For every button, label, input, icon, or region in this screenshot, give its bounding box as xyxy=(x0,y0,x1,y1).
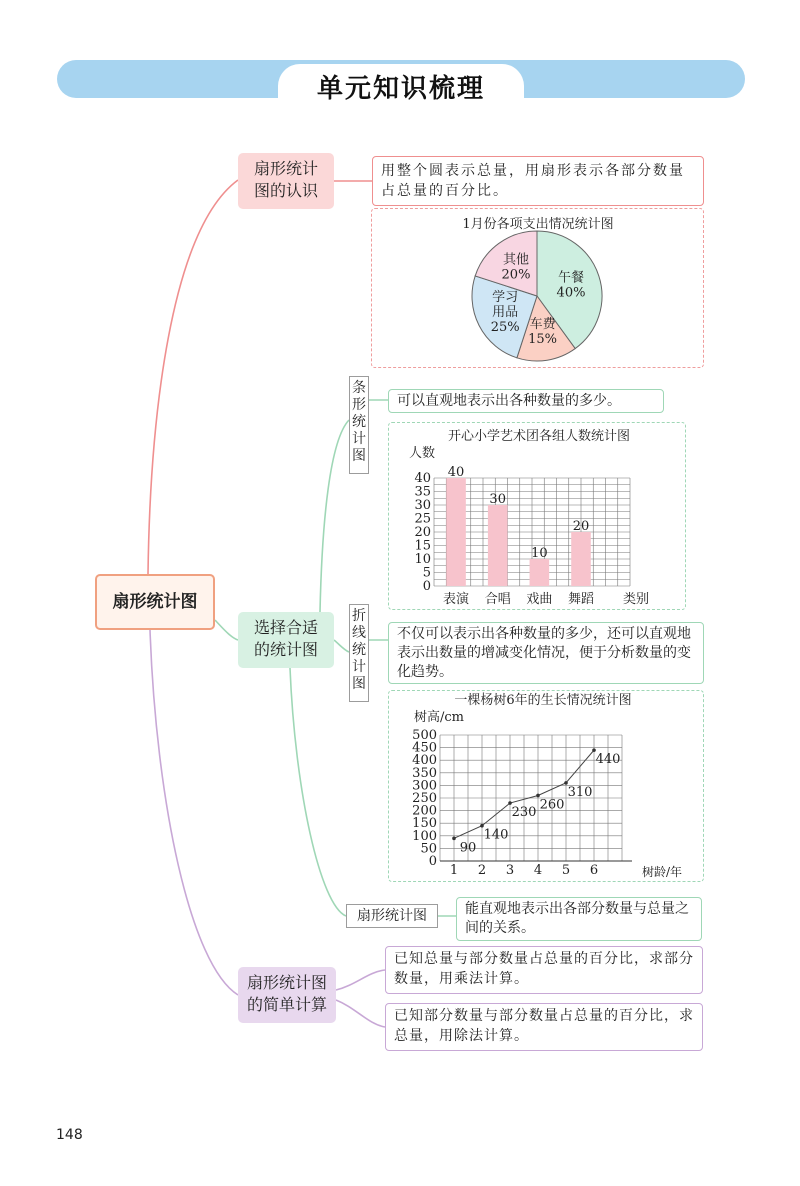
line-xtick-1: 1 xyxy=(449,863,459,878)
line-ytick-2: 100 xyxy=(412,828,437,844)
pie-chart-description: 能直观地表示出各部分数量与总量之间的关系。 xyxy=(456,897,702,941)
calc-multiplication-text: 已知总量与部分数量占总量的百分比，求部分数量，用乘法计算。 xyxy=(385,946,703,994)
bar-value-label-1: 40 xyxy=(447,465,465,480)
pie-slice-label-1-2: 40% xyxy=(556,285,586,301)
bar-ytick-2: 10 xyxy=(414,552,431,567)
line-ytick-1: 50 xyxy=(420,841,437,857)
bar-category-label-1: 表演 xyxy=(443,592,470,607)
bar-ytick-6: 30 xyxy=(414,498,431,513)
bar-ytick-5: 25 xyxy=(414,511,431,527)
bar-category-label-3: 戏曲 xyxy=(526,592,553,607)
line-ytick-9: 450 xyxy=(412,740,437,756)
line-value-label-3: 230 xyxy=(511,805,537,821)
pie-slice-label-4-1: 其他 xyxy=(502,252,529,268)
line-ytick-3: 150 xyxy=(412,816,437,832)
line-ytick-5: 250 xyxy=(412,791,437,806)
bar-ytick-4: 20 xyxy=(414,525,431,540)
bar-4 xyxy=(571,532,591,586)
line-chart-description: 不仅可以表示出各种数量的多少，还可以直观地表示出数量的增减变化情况，便于分析数量的变化趋势。 xyxy=(388,622,704,684)
bar-chart-description: 可以直观地表示出各种数量的多少。 xyxy=(388,389,664,413)
bar-value-label-4: 20 xyxy=(572,519,590,534)
sub-bar-chart-label: 条形统计图 xyxy=(349,376,369,474)
line-xtick-4: 4 xyxy=(533,863,543,878)
pie-slice-label-2-1: 车费 xyxy=(529,316,556,332)
line-ytick-0: 0 xyxy=(428,854,437,869)
bar-3 xyxy=(530,559,550,586)
line-ytick-8: 400 xyxy=(412,753,437,769)
pie-slice-label-3-2: 用品 xyxy=(492,305,519,321)
line-xtick-6: 6 xyxy=(589,863,599,878)
branch-choose-chart-line2: 的统计图 xyxy=(253,640,318,659)
mindmap-root: 扇形统计图 xyxy=(95,574,215,630)
line-point-1 xyxy=(452,837,456,841)
sub-line-chart-label: 折线统计图 xyxy=(349,604,369,702)
line-value-label-4: 260 xyxy=(539,797,565,813)
line-value-label-1: 90 xyxy=(459,840,477,856)
branch-choose-chart-line1: 选择合适 xyxy=(253,618,318,637)
line-chart-y-label: 树高/cm xyxy=(414,710,464,725)
bar-chart-y-label: 人数 xyxy=(408,446,436,461)
line-xtick-2: 2 xyxy=(477,863,487,878)
bar-value-label-3: 10 xyxy=(531,546,548,561)
bar-chart-x-label: 类别 xyxy=(622,592,650,607)
pie-slice-label-4-2: 20% xyxy=(501,267,531,283)
calc-division-text: 已知部分数量与部分数量占总量的百分比，求总量，用除法计算。 xyxy=(385,1003,703,1051)
pie-slice-label-3-3: 25% xyxy=(490,320,520,336)
line-xtick-3: 3 xyxy=(505,863,515,878)
pie-chart-title: 1月份各项支出情况统计图 xyxy=(462,217,614,232)
bar-ytick-1: 5 xyxy=(422,565,431,581)
line-ytick-7: 350 xyxy=(412,765,437,781)
line-value-label-5: 310 xyxy=(567,784,593,800)
bar-2 xyxy=(488,505,508,586)
pie-definition-text: 用整个圆表示总量，用扇形表示各部分数量占总量的百分比。 xyxy=(372,156,704,206)
line-ytick-6: 300 xyxy=(412,778,437,794)
line-ytick-10: 500 xyxy=(412,728,437,743)
page-number: 148 xyxy=(56,1127,83,1143)
bar-ytick-8: 40 xyxy=(414,471,431,486)
line-chart-title: 一棵杨树6年的生长情况统计图 xyxy=(454,693,632,708)
branch-simple-calculation-line2: 的简单计算 xyxy=(246,995,327,1014)
branch-pie-recognition-line2: 图的认识 xyxy=(253,181,318,200)
pie-slice-label-2-2: 15% xyxy=(528,331,558,347)
pie-slice-label-3-1: 学习 xyxy=(492,290,519,306)
bar-category-label-2: 合唱 xyxy=(484,592,511,607)
line-value-label-6: 440 xyxy=(595,752,621,768)
bar-value-label-2: 30 xyxy=(489,492,506,507)
bar-ytick-3: 15 xyxy=(414,538,431,554)
line-value-label-2: 140 xyxy=(483,827,509,843)
page-title: 单元知识梳理 xyxy=(316,74,485,104)
branch-simple-calculation-line1: 扇形统计图 xyxy=(246,973,327,992)
line-xtick-5: 5 xyxy=(561,863,571,878)
bar-1 xyxy=(446,478,466,586)
bar-chart-title: 开心小学艺术团各组人数统计图 xyxy=(447,429,631,444)
sub-pie-chart-label: 扇形统计图 xyxy=(346,904,438,928)
pie-slice-label-1-1: 午餐 xyxy=(557,270,585,286)
line-ytick-4: 200 xyxy=(412,803,437,819)
branch-pie-recognition-line1: 扇形统计 xyxy=(253,159,318,178)
line-chart-x-label: 树龄/年 xyxy=(641,865,683,879)
bar-ytick-7: 35 xyxy=(414,484,431,500)
bar-category-label-4: 舞蹈 xyxy=(567,592,595,607)
bar-ytick-0: 0 xyxy=(422,579,431,594)
